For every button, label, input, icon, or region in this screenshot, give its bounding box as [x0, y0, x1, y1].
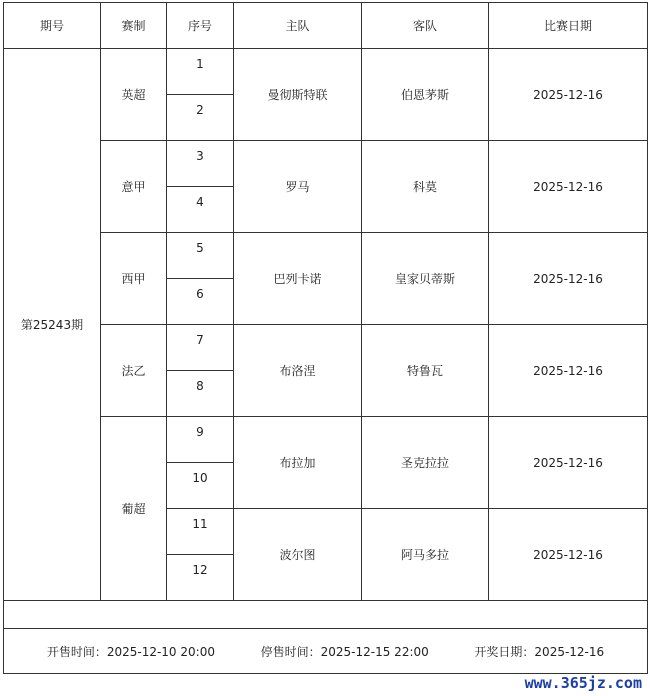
seq-cell: 12 — [167, 555, 234, 601]
table-header-row — [4, 3, 648, 49]
sale-start-text: 开售时间：2025-12-10 20:00 — [46, 644, 215, 659]
away-team-cell: 特鲁瓦 — [362, 325, 489, 417]
match-date-cell: 2025-12-16 — [489, 141, 648, 233]
seq-cell: 1 — [167, 49, 234, 95]
blank-cell — [4, 601, 648, 629]
away-team-cell: 伯恩茅斯 — [362, 49, 489, 141]
home-team-cell: 罗马 — [234, 141, 362, 233]
match-date-cell: 2025-12-16 — [489, 325, 648, 417]
home-team-cell: 布拉加 — [234, 417, 362, 509]
footer-row — [4, 629, 648, 674]
league-cell: 意甲 — [101, 141, 167, 233]
table-row — [4, 325, 648, 371]
draw-date-text: 开奖日期：2025-12-16 — [474, 644, 605, 659]
match-date-cell: 2025-12-16 — [489, 509, 648, 601]
header-league: 赛制 — [101, 3, 167, 49]
seq-cell: 8 — [167, 371, 234, 417]
issue-cell: 第25243期 — [4, 49, 101, 601]
header-seq: 序号 — [167, 3, 234, 49]
seq-cell: 4 — [167, 187, 234, 233]
league-cell: 法乙 — [101, 325, 167, 417]
away-team-cell: 圣克拉拉 — [362, 417, 489, 509]
site-watermark: www.365jz.com — [524, 674, 642, 692]
header-date: 比赛日期 — [489, 3, 648, 49]
seq-cell: 10 — [167, 463, 234, 509]
footer-cell — [4, 629, 648, 674]
schedule-table — [3, 2, 648, 674]
match-date-cell: 2025-12-16 — [489, 233, 648, 325]
match-date-cell: 2025-12-16 — [489, 49, 648, 141]
blank-row — [4, 601, 648, 629]
match-date-cell: 2025-12-16 — [489, 417, 648, 509]
away-team-cell: 科莫 — [362, 141, 489, 233]
schedule-table-frame — [3, 2, 647, 692]
league-cell: 英超 — [101, 49, 167, 141]
table-row — [4, 233, 648, 279]
seq-cell: 7 — [167, 325, 234, 371]
table-row — [4, 49, 648, 95]
footer-line — [4, 643, 647, 660]
away-team-cell: 皇家贝蒂斯 — [362, 233, 489, 325]
sale-stop-text: 停售时间：2025-12-15 22:00 — [260, 644, 429, 659]
seq-cell: 6 — [167, 279, 234, 325]
seq-cell: 5 — [167, 233, 234, 279]
seq-cell: 2 — [167, 95, 234, 141]
away-team-cell: 阿马多拉 — [362, 509, 489, 601]
seq-cell: 11 — [167, 509, 234, 555]
header-home: 主队 — [234, 3, 362, 49]
home-team-cell: 曼彻斯特联 — [234, 49, 362, 141]
table-row — [4, 417, 648, 463]
header-issue: 期号 — [4, 3, 101, 49]
header-away: 客队 — [362, 3, 489, 49]
home-team-cell: 布洛涅 — [234, 325, 362, 417]
seq-cell: 3 — [167, 141, 234, 187]
league-cell: 葡超 — [101, 417, 167, 601]
league-cell: 西甲 — [101, 233, 167, 325]
table-row — [4, 141, 648, 187]
home-team-cell: 波尔图 — [234, 509, 362, 601]
home-team-cell: 巴列卡诺 — [234, 233, 362, 325]
seq-cell: 9 — [167, 417, 234, 463]
